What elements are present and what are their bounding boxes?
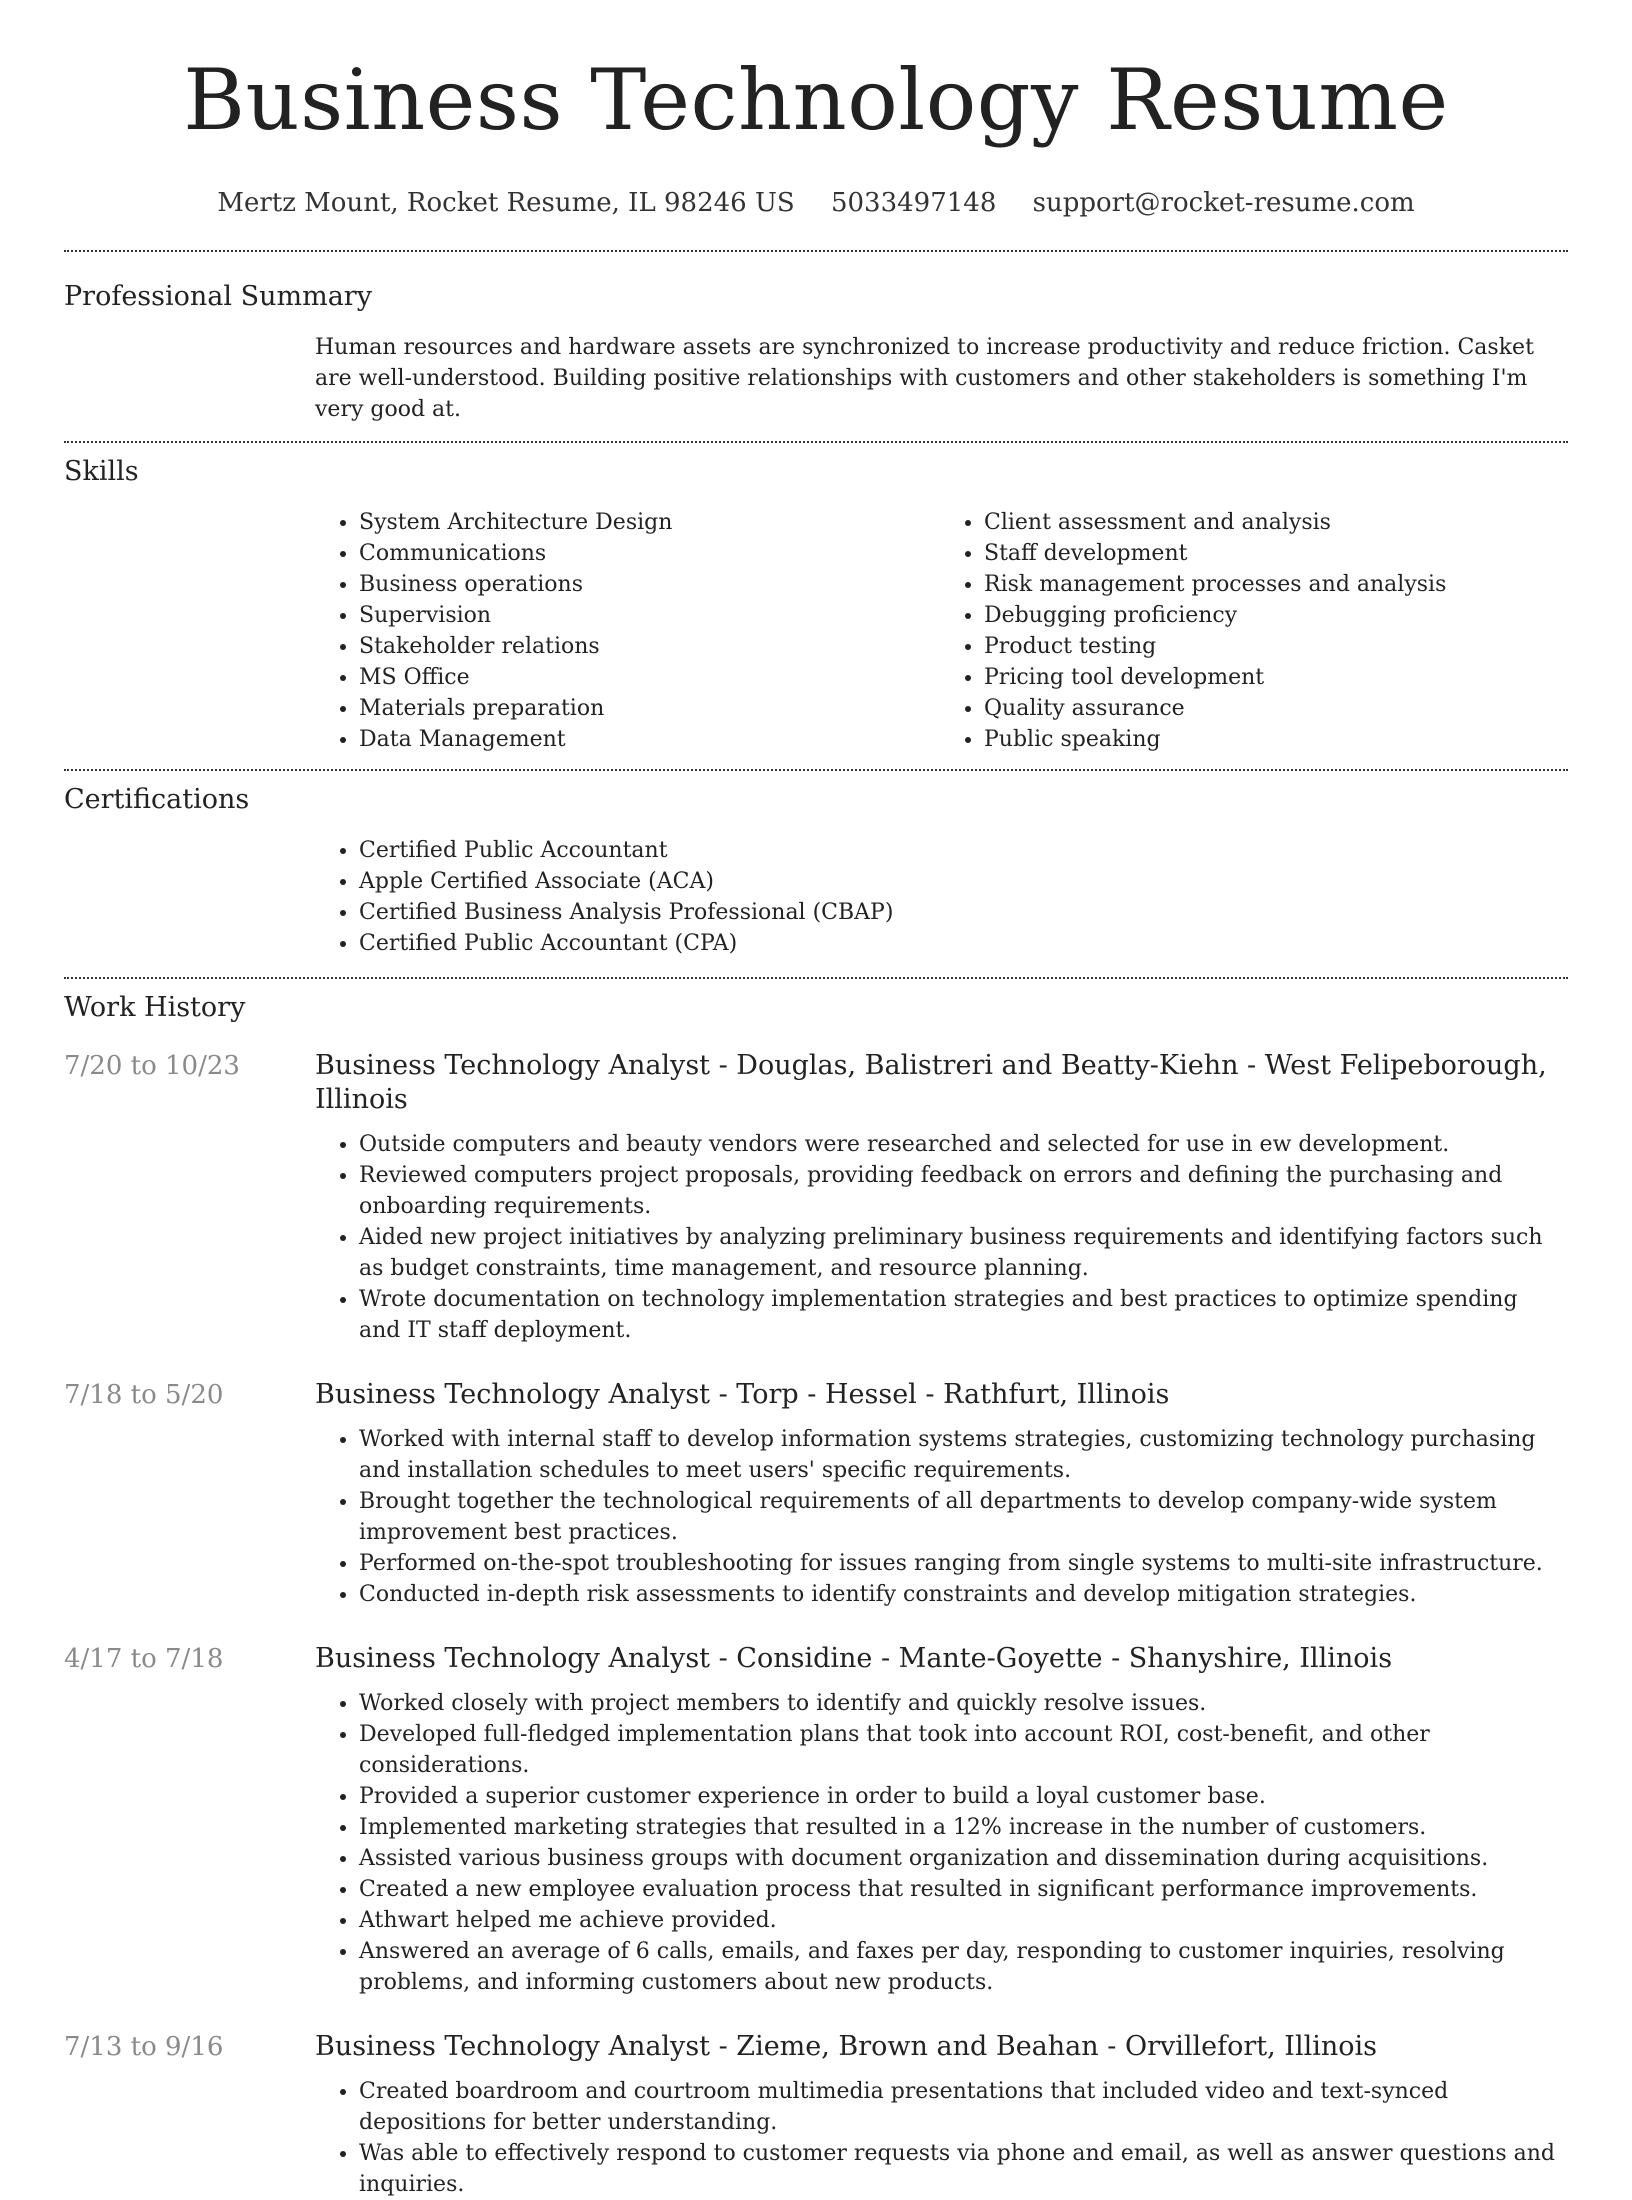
skills-section: [64, 443, 1568, 769]
skill-item: • Materials preparation: [359, 693, 940, 724]
certifications-heading: Certifications: [64, 784, 250, 815]
job-dates: 7/20 to 10/23: [64, 1051, 240, 1081]
job-bullet: • Conducted in-depth risk assessments to identify constraints and develop mitigation strategies.: [359, 1579, 1565, 1610]
certification-item: • Certified Public Accountant (CPA): [359, 928, 1565, 959]
job-entry: [64, 1378, 1568, 1610]
certifications-list: [315, 835, 1565, 977]
contact-address: Mertz Mount, Rocket Resume, IL 98246 US: [217, 188, 795, 218]
skill-item: • Business operations: [359, 569, 940, 600]
skill-item: • Client assessment and analysis: [984, 507, 1565, 538]
job-bullet: • Worked closely with project members to identify and quickly resolve issues.: [359, 1688, 1565, 1719]
skill-item: • MS Office: [359, 662, 940, 693]
job-bullet: • Developed full-fledged implementation plans that took into account ROI, cost-benefit, and other considerations.: [359, 1719, 1565, 1781]
job-dates: 4/17 to 7/18: [64, 1644, 224, 1674]
skill-item: • Staff development: [984, 538, 1565, 569]
job-dates: 7/13 to 9/16: [64, 2032, 224, 2062]
contact-line: [64, 186, 1568, 220]
skills-list-left: [315, 507, 940, 755]
skills-grid: [315, 507, 1565, 769]
job-entry: [64, 1049, 1568, 1346]
contact-phone: 5033497148: [830, 188, 997, 218]
certifications-section: [64, 771, 1568, 977]
certification-item: • Apple Certified Associate (ACA): [359, 866, 1565, 897]
contact-email: support@rocket-resume.com: [1032, 188, 1415, 218]
job-bullet: • Wrote documentation on technology implementation strategies and best practices to optimize spending and IT staff deployment.: [359, 1284, 1565, 1346]
job-dates: 7/18 to 5/20: [64, 1380, 224, 1410]
job-bullet: • Created a new employee evaluation process that resulted in significant performance improvements.: [359, 1874, 1565, 1905]
skill-item: • Stakeholder relations: [359, 631, 940, 662]
job-bullet: • Provided a superior customer experience in order to build a loyal customer base.: [359, 1781, 1565, 1812]
skill-item: • Product testing: [984, 631, 1565, 662]
job-body: [315, 1642, 1565, 1998]
job-bullet: • Athwart helped me achieve provided.: [359, 1905, 1565, 1936]
skills-list-right: [940, 507, 1565, 755]
skill-item: • Quality assurance: [984, 693, 1565, 724]
skill-item: • Debugging proficiency: [984, 600, 1565, 631]
job-title: Business Technology Analyst - Considine - Mante-Goyette - Shanyshire, Illinois: [315, 1643, 1393, 1674]
job-bullet: • Aided new project initiatives by analyzing preliminary business requirements and identifying factors such as budget constraints, time management, and resource planning.: [359, 1222, 1565, 1284]
job-title: Business Technology Analyst - Zieme, Brown and Beahan - Orvillefort, Illinois: [315, 2031, 1378, 2062]
skills-heading: Skills: [64, 456, 139, 487]
job-bullet: • Was able to effectively respond to customer requests via phone and email, as well as answer questions and inquiries.: [359, 2138, 1565, 2200]
skill-item: • Public speaking: [984, 724, 1565, 755]
skill-item: • Communications: [359, 538, 940, 569]
job-bullet: • Reviewed computers project proposals, providing feedback on errors and defining the purchasing and onboarding requirements.: [359, 1160, 1565, 1222]
resume-title: Business Technology Resume: [183, 51, 1449, 149]
summary-text: Human resources and hardware assets are synchronized to increase productivity and reduce friction. Casket are well-understood. Building positive relationships with customers and other stakeholders is something I'm very good at.: [315, 335, 1534, 422]
job-bullet: • Answered an average of 6 calls, emails, and faxes per day, responding to customer inquiries, resolving problems, and informing customers about new products.: [359, 1936, 1565, 1998]
work-history-section: [64, 979, 1568, 2200]
job-bullet: • Outside computers and beauty vendors were researched and selected for use in ew development.: [359, 1129, 1565, 1160]
summary-section: [64, 252, 1568, 441]
skill-item: • System Architecture Design: [359, 507, 940, 538]
job-title: Business Technology Analyst - Douglas, Balistreri and Beatty-Kiehn - West Felipeborough, Illinois: [315, 1050, 1547, 1115]
job-body: [315, 1049, 1565, 1346]
certification-item: • Certified Business Analysis Professional (CBAP): [359, 897, 1565, 928]
skill-item: • Pricing tool development: [984, 662, 1565, 693]
job-entry: [64, 2030, 1568, 2200]
skill-item: • Data Management: [359, 724, 940, 755]
skill-item: • Supervision: [359, 600, 940, 631]
summary-heading: Professional Summary: [64, 281, 372, 312]
job-body: [315, 1378, 1565, 1610]
job-bullet: • Brought together the technological requirements of all departments to develop company-wide system improvement best practices.: [359, 1486, 1565, 1548]
job-body: [315, 2030, 1565, 2200]
job-bullet: • Worked with internal staff to develop information systems strategies, customizing technology purchasing and installation schedules to meet users' specific requirements.: [359, 1424, 1565, 1486]
certification-item: • Certified Public Accountant: [359, 835, 1565, 866]
work-history-heading: Work History: [64, 992, 246, 1023]
job-entry: [64, 1642, 1568, 1998]
job-bullet: • Created boardroom and courtroom multimedia presentations that included video and text-synced depositions for better understanding.: [359, 2076, 1565, 2138]
skill-item: • Risk management processes and analysis: [984, 569, 1565, 600]
job-bullet: • Performed on-the-spot troubleshooting for issues ranging from single systems to multi-site infrastructure.: [359, 1548, 1565, 1579]
job-title: Business Technology Analyst - Torp - Hessel - Rathfurt, Illinois: [315, 1379, 1170, 1410]
job-bullet: • Implemented marketing strategies that resulted in a 12% increase in the number of customers.: [359, 1812, 1565, 1843]
job-bullet: • Assisted various business groups with document organization and dissemination during acquisitions.: [359, 1843, 1565, 1874]
